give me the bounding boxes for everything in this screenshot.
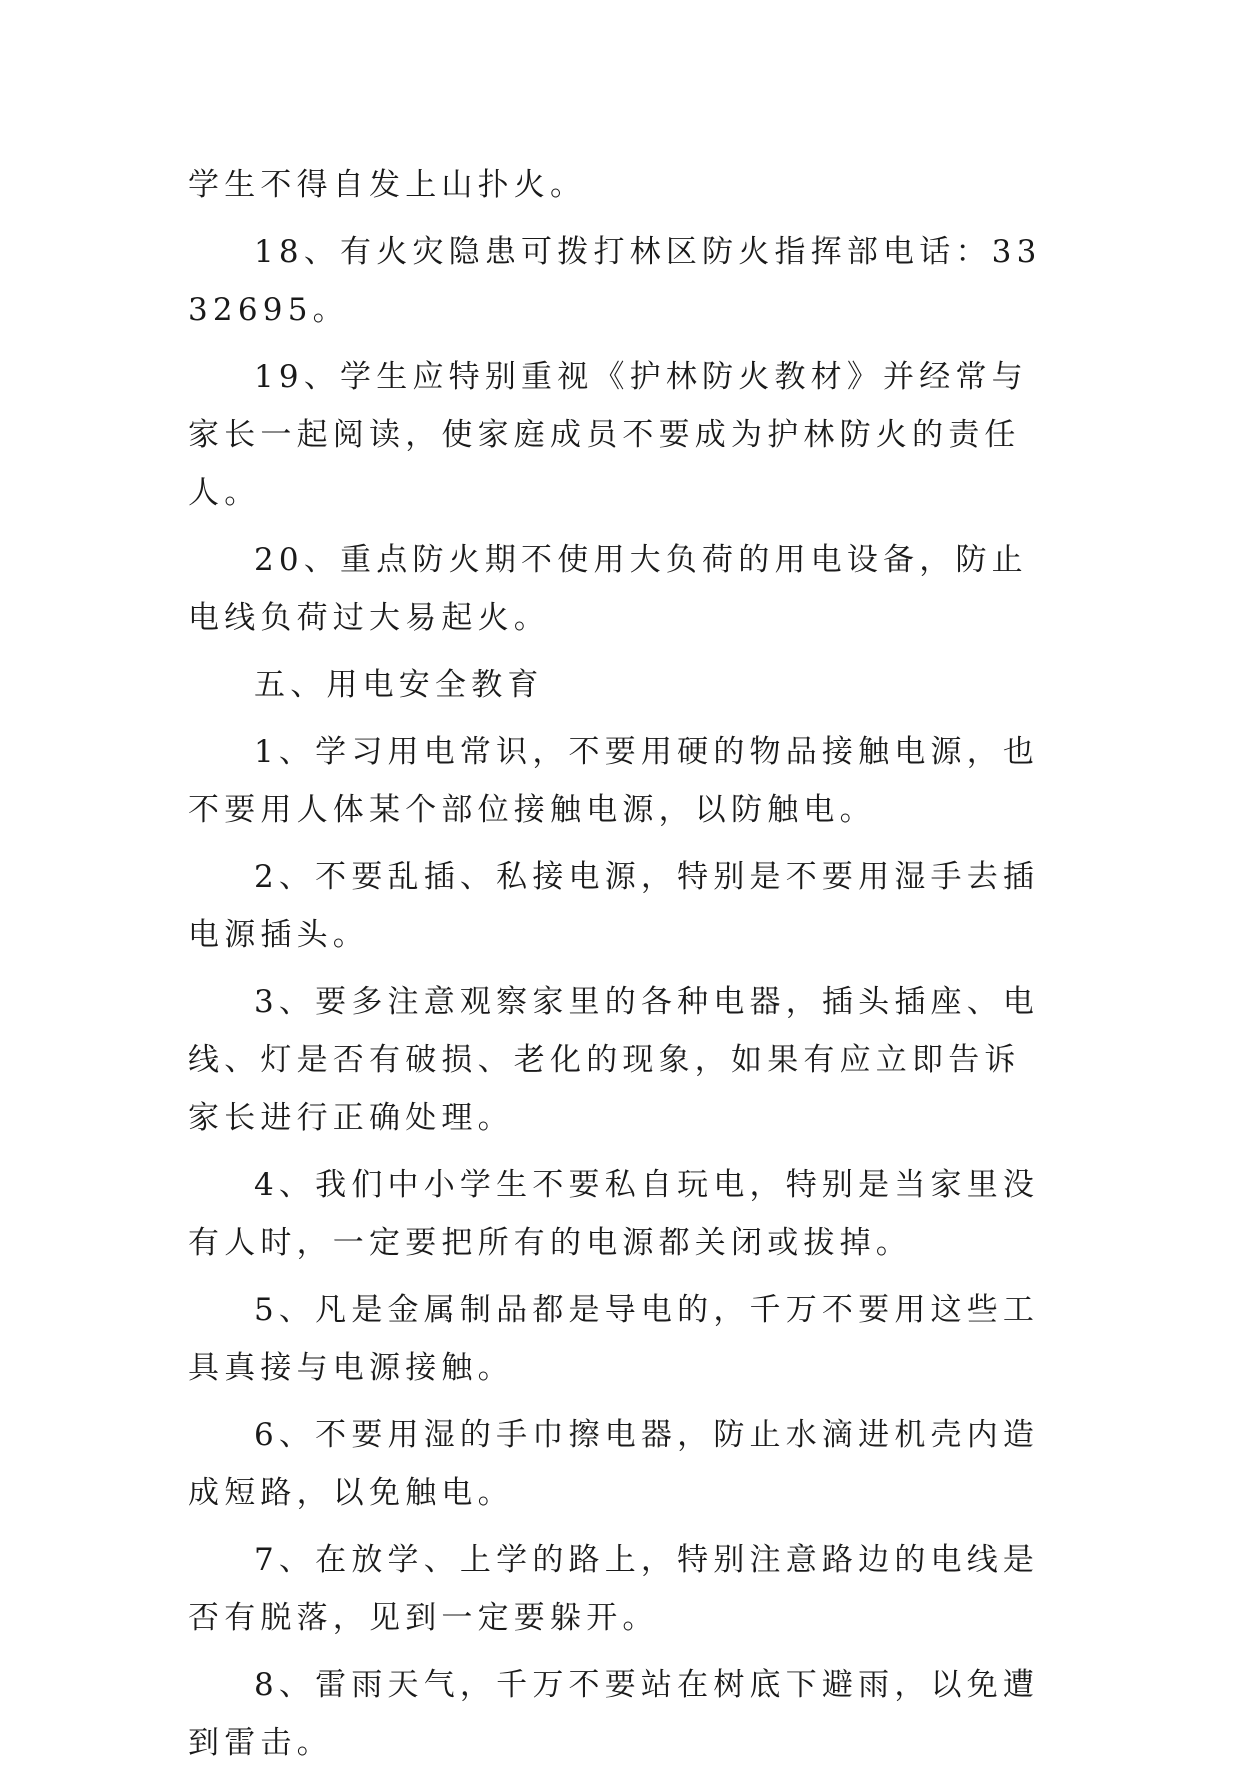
paragraph: 2、不要乱插、私接电源，特别是不要用湿手去插电源插头。 [188,859,1040,953]
paragraph: 20、重点防火期不使用大负荷的用电设备，防止电线负荷过大易起火。 [188,542,1028,636]
paragraph: 学生不得自发上山扑火。 [188,167,587,203]
section-heading: 五、用电安全教育 [254,667,544,703]
paragraph: 8、雷雨天气，千万不要站在树底下避雨，以免遭到雷击。 [188,1667,1040,1761]
paragraph: 1、学习用电常识，不要用硬的物品接触电源，也不要用人体某个部位接触电源，以防触电。 [188,734,1040,828]
paragraph: 18、有火灾隐患可拨打林区防火指挥部电话：3332695。 [188,234,1042,328]
paragraph: 7、在放学、上学的路上，特别注意路边的电线是否有脱落，见到一定要躲开。 [188,1542,1040,1636]
paragraph: 5、凡是金属制品都是导电的，千万不要用这些工具真接与电源接触。 [188,1292,1040,1386]
paragraph: 19、学生应特别重视《护林防火教材》并经常与家长一起阅读，使家庭成员不要成为护林防火的责任人。 [188,359,1028,511]
paragraph: 3、要多注意观察家里的各种电器，插头插座、电线、灯是否有破损、老化的现象，如果有应立即告诉家长进行正确处理。 [188,984,1040,1136]
paragraph: 4、我们中小学生不要私自玩电，特别是当家里没有人时，一定要把所有的电源都关闭或拔掉。 [188,1167,1040,1261]
paragraph: 6、不要用湿的手巾擦电器，防止水滴进机壳内造成短路，以免触电。 [188,1417,1040,1511]
document-body [188,156,1056,1781]
